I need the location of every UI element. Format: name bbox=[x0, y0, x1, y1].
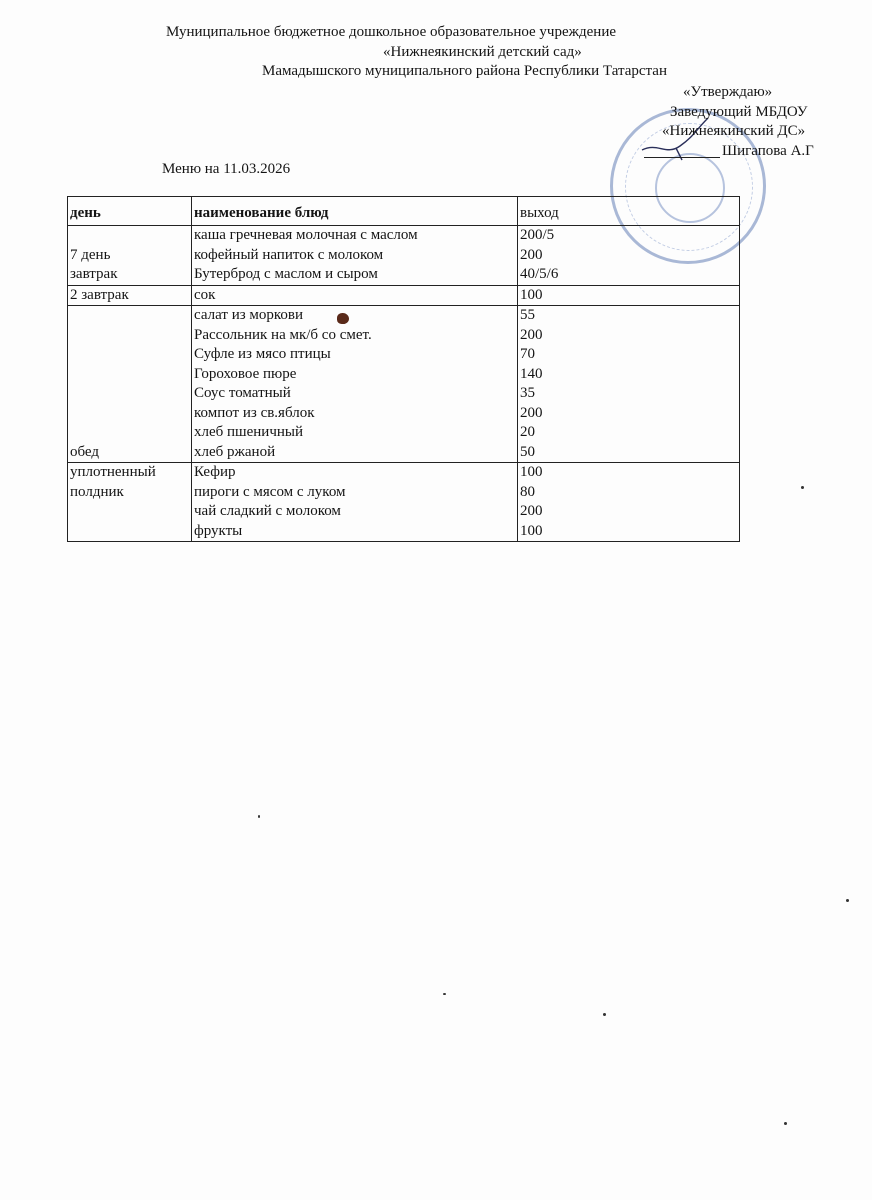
org-name-line-2: «Нижнеякинский детский сад» bbox=[383, 44, 582, 60]
output-value: 100 bbox=[520, 464, 543, 480]
day-spacer bbox=[70, 226, 189, 246]
output-value: 100 bbox=[520, 522, 543, 539]
speck bbox=[258, 815, 260, 818]
dish-name: сок bbox=[194, 286, 216, 303]
day-label: обед bbox=[70, 443, 100, 460]
speck bbox=[603, 1013, 606, 1016]
menu-title: Меню на 11.03.2026 bbox=[162, 161, 291, 177]
dish-name: салат из моркови bbox=[194, 307, 304, 323]
output-value: 200/5 bbox=[520, 227, 555, 243]
output-cell bbox=[518, 463, 740, 542]
output-cell bbox=[518, 226, 740, 286]
dish-name: Суфле из мясо птицы bbox=[194, 346, 331, 362]
menu-table-body bbox=[68, 226, 740, 542]
output-value: 200 bbox=[520, 246, 543, 263]
dish-name: кофейный напиток с молоком bbox=[194, 246, 384, 263]
dish-name: Рассольник на мк/б со смет. bbox=[194, 326, 372, 343]
org-name-line-1: Муниципальное бюджетное дошкольное образовательное учреждение bbox=[166, 24, 616, 40]
signature-line bbox=[644, 157, 720, 158]
dish-name: каша гречневая молочная с маслом bbox=[194, 227, 418, 243]
dish-name: компот из св.яблок bbox=[194, 404, 315, 421]
speck bbox=[801, 486, 804, 489]
output-cell bbox=[518, 306, 740, 463]
table-row bbox=[68, 306, 740, 463]
dish-cell bbox=[192, 306, 518, 463]
dish-cell bbox=[192, 226, 518, 286]
speck bbox=[784, 1122, 787, 1125]
dish-name: Бутерброд с маслом и сыром bbox=[194, 266, 378, 282]
header-day: день bbox=[68, 197, 192, 226]
table-row bbox=[68, 285, 740, 306]
dish-name: хлеб пшеничный bbox=[194, 424, 303, 440]
menu-table bbox=[67, 196, 740, 542]
day-label: полдник bbox=[70, 483, 124, 500]
dish-name: Кефир bbox=[194, 464, 236, 480]
day-label: 2 завтрак bbox=[70, 286, 129, 303]
day-cell bbox=[68, 226, 192, 286]
table-row bbox=[68, 226, 740, 286]
output-value: 140 bbox=[520, 365, 543, 382]
output-value: 35 bbox=[520, 385, 535, 401]
dish-name: Гороховое пюре bbox=[194, 365, 297, 382]
output-value: 70 bbox=[520, 346, 535, 362]
dish-name: Соус томатный bbox=[194, 385, 291, 401]
output-value: 200 bbox=[520, 503, 543, 519]
approval-line-3: «Нижнеякинский ДС» bbox=[662, 123, 806, 139]
output-value: 200 bbox=[520, 326, 543, 343]
output-value: 80 bbox=[520, 483, 535, 500]
dish-cell bbox=[192, 463, 518, 542]
dish-name: хлеб ржаной bbox=[194, 443, 276, 460]
dish-cell bbox=[192, 285, 518, 306]
output-value: 50 bbox=[520, 443, 535, 460]
day-cell bbox=[68, 306, 192, 463]
dish-name: чай сладкий с молоком bbox=[194, 503, 341, 519]
output-cell bbox=[518, 285, 740, 306]
speck bbox=[846, 899, 849, 902]
approver-name: Шигапова А.Г bbox=[722, 143, 814, 159]
table-header-row bbox=[68, 197, 740, 226]
output-value: 100 bbox=[520, 286, 543, 303]
table-row bbox=[68, 463, 740, 542]
day-cell bbox=[68, 463, 192, 542]
output-value: 40/5/6 bbox=[520, 266, 559, 282]
day-label: 7 день bbox=[70, 246, 111, 263]
output-value: 55 bbox=[520, 307, 535, 323]
ink-blot bbox=[337, 313, 349, 324]
output-value: 200 bbox=[520, 404, 543, 421]
header-dish-name: наименование блюд bbox=[192, 197, 518, 226]
approval-line-1: «Утверждаю» bbox=[683, 84, 773, 100]
day-cell bbox=[68, 285, 192, 306]
day-label: уплотненный bbox=[70, 464, 156, 480]
org-name-line-3: Мамадышского муниципального района Республики Татарстан bbox=[262, 63, 667, 79]
dish-name: фрукты bbox=[194, 522, 243, 539]
approval-line-2: Заведующий МБДОУ bbox=[670, 104, 808, 120]
header-output: выход bbox=[518, 197, 740, 226]
dish-name: пироги с мясом с луком bbox=[194, 483, 346, 500]
day-label: завтрак bbox=[70, 266, 118, 282]
speck bbox=[443, 993, 446, 995]
output-value: 20 bbox=[520, 424, 535, 440]
